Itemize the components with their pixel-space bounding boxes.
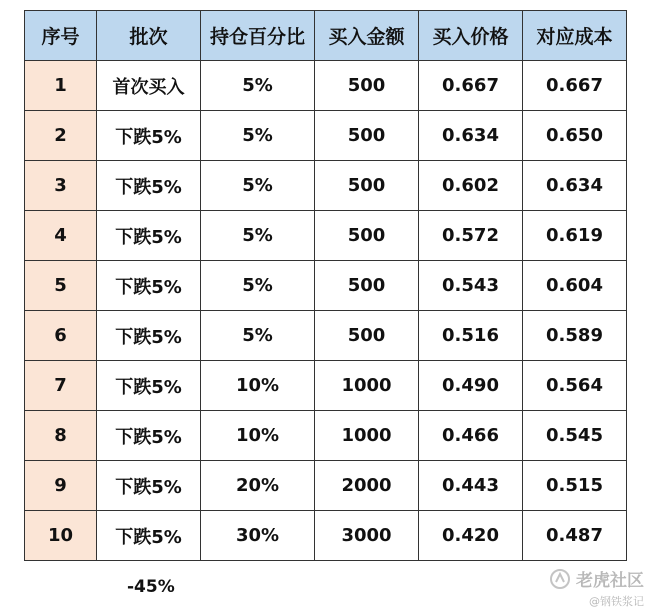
watermark-brand: 老虎社区 xyxy=(576,571,644,591)
cell-position-percent: 30% xyxy=(201,511,315,561)
header-buy-amount: 买入金额 xyxy=(315,11,419,61)
cell-index: 4 xyxy=(25,211,97,261)
cell-index: 7 xyxy=(25,361,97,411)
table-row xyxy=(25,511,627,561)
table-row xyxy=(25,61,627,111)
cell-cost-basis: 0.634 xyxy=(523,161,627,211)
watermark-handle: @钢铁浆记 xyxy=(589,595,644,608)
table-row xyxy=(25,411,627,461)
cell-position-percent: 5% xyxy=(201,161,315,211)
table-row xyxy=(25,211,627,261)
cell-batch: 下跌5% xyxy=(97,511,201,561)
cell-batch: 下跌5% xyxy=(97,311,201,361)
cell-index: 8 xyxy=(25,411,97,461)
cell-position-percent: 5% xyxy=(201,311,315,361)
cell-cost-basis: 0.650 xyxy=(523,111,627,161)
cell-position-percent: 5% xyxy=(201,211,315,261)
table-row xyxy=(25,361,627,411)
cell-cost-basis: 0.619 xyxy=(523,211,627,261)
table-row xyxy=(25,461,627,511)
cell-batch: 首次买入 xyxy=(97,61,201,111)
cell-buy-amount: 500 xyxy=(315,311,419,361)
table-row xyxy=(25,311,627,361)
header-batch: 批次 xyxy=(97,11,201,61)
cell-position-percent: 20% xyxy=(201,461,315,511)
cell-buy-amount: 500 xyxy=(315,61,419,111)
table-row xyxy=(25,261,627,311)
cell-index: 1 xyxy=(25,61,97,111)
cell-batch: 下跌5% xyxy=(97,211,201,261)
cell-cost-basis: 0.589 xyxy=(523,311,627,361)
tiger-logo-icon xyxy=(550,569,570,589)
cell-position-percent: 5% xyxy=(201,111,315,161)
total-decline-note: -45% xyxy=(127,577,175,597)
cell-cost-basis: 0.604 xyxy=(523,261,627,311)
cell-index: 10 xyxy=(25,511,97,561)
cell-buy-price: 0.490 xyxy=(419,361,523,411)
cell-position-percent: 10% xyxy=(201,411,315,461)
cell-position-percent: 5% xyxy=(201,61,315,111)
cell-buy-amount: 500 xyxy=(315,261,419,311)
cell-batch: 下跌5% xyxy=(97,461,201,511)
cell-index: 2 xyxy=(25,111,97,161)
cell-batch: 下跌5% xyxy=(97,261,201,311)
header-cost-basis: 对应成本 xyxy=(523,11,627,61)
cell-cost-basis: 0.564 xyxy=(523,361,627,411)
cell-buy-price: 0.634 xyxy=(419,111,523,161)
header-index: 序号 xyxy=(25,11,97,61)
dca-table xyxy=(24,10,627,561)
cell-buy-amount: 2000 xyxy=(315,461,419,511)
table-row xyxy=(25,111,627,161)
cell-index: 9 xyxy=(25,461,97,511)
cell-buy-price: 0.543 xyxy=(419,261,523,311)
cell-buy-price: 0.443 xyxy=(419,461,523,511)
cell-buy-amount: 3000 xyxy=(315,511,419,561)
cell-batch: 下跌5% xyxy=(97,411,201,461)
cell-batch: 下跌5% xyxy=(97,111,201,161)
header-position-percent: 持仓百分比 xyxy=(201,11,315,61)
cell-buy-price: 0.602 xyxy=(419,161,523,211)
cell-buy-amount: 500 xyxy=(315,111,419,161)
header-buy-price: 买入价格 xyxy=(419,11,523,61)
cell-batch: 下跌5% xyxy=(97,361,201,411)
cell-buy-price: 0.572 xyxy=(419,211,523,261)
watermark-brand-row xyxy=(550,566,644,591)
cell-buy-price: 0.667 xyxy=(419,61,523,111)
table-header-row xyxy=(25,11,627,61)
cell-buy-amount: 500 xyxy=(315,161,419,211)
cell-cost-basis: 0.545 xyxy=(523,411,627,461)
cell-batch: 下跌5% xyxy=(97,161,201,211)
cell-position-percent: 5% xyxy=(201,261,315,311)
cell-buy-price: 0.516 xyxy=(419,311,523,361)
cell-index: 5 xyxy=(25,261,97,311)
cell-cost-basis: 0.487 xyxy=(523,511,627,561)
cell-cost-basis: 0.515 xyxy=(523,461,627,511)
cell-position-percent: 10% xyxy=(201,361,315,411)
table-row xyxy=(25,161,627,211)
cell-buy-price: 0.466 xyxy=(419,411,523,461)
cell-index: 6 xyxy=(25,311,97,361)
cell-buy-price: 0.420 xyxy=(419,511,523,561)
cell-buy-amount: 1000 xyxy=(315,411,419,461)
watermark xyxy=(550,566,644,609)
cell-index: 3 xyxy=(25,161,97,211)
cell-cost-basis: 0.667 xyxy=(523,61,627,111)
cell-buy-amount: 500 xyxy=(315,211,419,261)
cell-buy-amount: 1000 xyxy=(315,361,419,411)
